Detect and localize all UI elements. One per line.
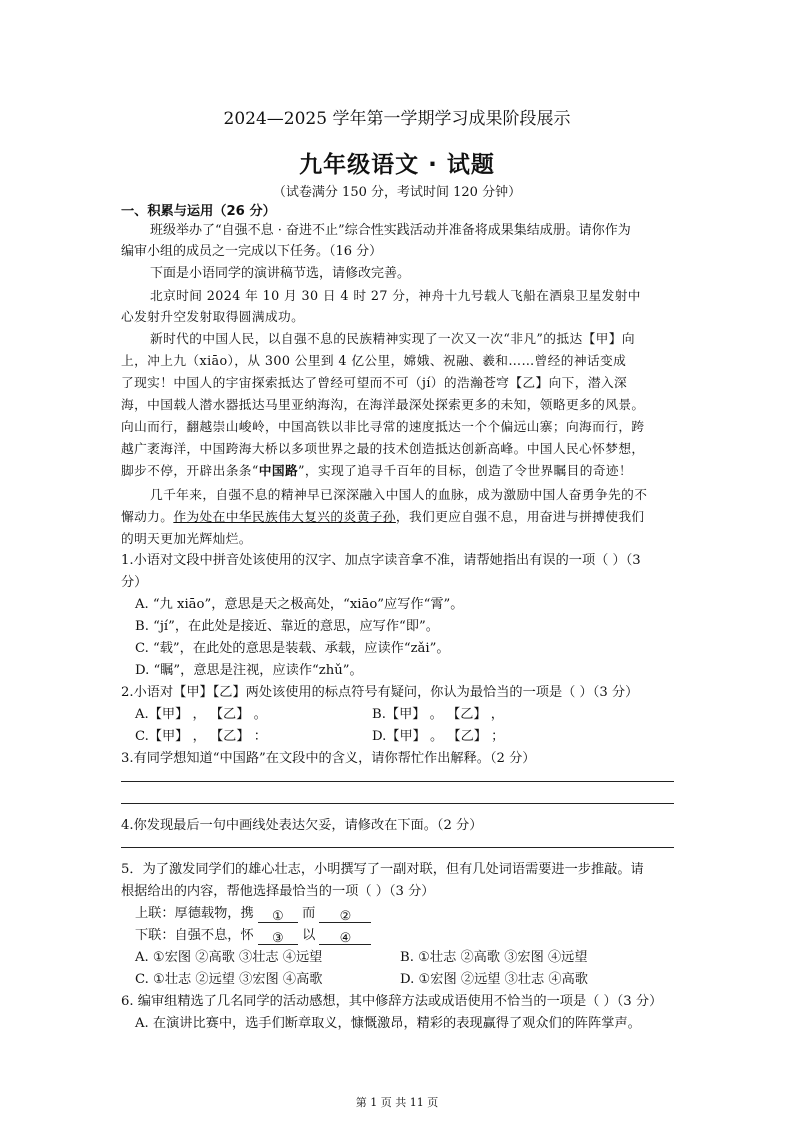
q2-option-a: A.【甲】 ， 【乙】 。 <box>135 707 267 722</box>
exam-header: 2024—2025 学年第一学期学习成果阶段展示 <box>223 109 571 129</box>
passage-text: ，我们更应自强不息，用奋进与拼搏使我们 <box>395 509 645 524</box>
couplet-upper <box>135 905 371 923</box>
intro-line: 下面是小语同学的演讲稿节选，请修改完善。 <box>150 266 411 281</box>
passage-line: 的明天更加光辉灿烂。 <box>121 531 252 546</box>
question-1-stem: 1.小语对文段中拼音处该使用的汉字、加点字读音拿不准，请帮她指出有误的一项（ ）（3 <box>121 553 641 568</box>
blank-3[interactable]: ③ <box>258 930 298 945</box>
passage-line: 心发射升空发射取得圆满成功。 <box>121 309 305 324</box>
answer-line[interactable] <box>121 781 674 782</box>
passage-line: 几千年来，自强不息的精神早已深深融入中国人的血脉，成为激励中国人奋勇争先的不 <box>150 487 648 502</box>
question-5-stem: 根据给出的内容，帮他选择最恰当的一项（ ）（3 分） <box>121 884 435 899</box>
answer-line[interactable] <box>121 803 674 804</box>
couplet-text: 以 <box>302 928 316 943</box>
q2-option-c: C.【甲】 ， 【乙】 ： <box>135 729 267 744</box>
q5-option-c: C. ①壮志 ②远望 ③宏图 ④高歌 <box>135 972 323 987</box>
q5-option-a: A. ①宏图 ②高歌 ③壮志 ④远望 <box>135 950 323 965</box>
couplet-text: 下联：自强不息，怀 <box>135 928 254 943</box>
question-4-stem: 4.你发现最后一句中画线处表达欠妥，请修改在下面。（2 分） <box>121 818 483 833</box>
exam-title: 九年级语文 · 试题 <box>299 152 495 178</box>
passage-line: 向山而行，翻越崇山峻岭，中国高铁以非比寻常的速度抵达一个个偏远山寨；向海而行，跨 <box>121 419 645 434</box>
passage-line: 了现实！中国人的宇宙探索抵达了曾经可望而不可（jí）的浩瀚苍穹【乙】向下，潜入深 <box>121 375 628 390</box>
passage-line <box>121 462 632 480</box>
answer-line[interactable] <box>121 847 674 848</box>
intro-line: 编审小组的成员之一完成以下任务。（16 分） <box>121 244 383 259</box>
emphasis-china-road: 中国路 <box>258 463 299 478</box>
q6-option-a: A. 在演讲比赛中，选手们断章取义，慷慨激昂，精彩的表现赢得了观众们的阵阵掌声。 <box>135 1016 641 1031</box>
question-1-stem: 分） <box>121 575 148 590</box>
section-heading: 一、积累与运用（26 分） <box>121 204 276 219</box>
q1-option-c: C. “载”，在此处的意思是装载、承载，应读作“zǎi”。 <box>135 641 450 656</box>
q1-option-d: D. “瞩”，意思是注视，应读作“zhǔ”。 <box>135 663 363 678</box>
blank-4[interactable]: ④ <box>319 930 371 945</box>
couplet-lower <box>135 927 371 945</box>
passage-text: 脚步不停，开辟出条条“ <box>121 463 259 478</box>
q5-option-b: B. ①壮志 ②高歌 ③宏图 ④远望 <box>400 950 588 965</box>
q1-option-a: A. “九 xiāo”，意思是天之极高处，“xiāo”应写作“霄”。 <box>135 597 464 612</box>
blank-1[interactable]: ① <box>258 908 298 923</box>
question-6-stem: 6. 编审组精选了几名同学的活动感想，其中修辞方法或成语使用不恰当的一项是（ ）（3 分） <box>121 994 663 1009</box>
page-number: 第 1 页 共 11 页 <box>355 1096 439 1109</box>
q2-option-d: D.【甲】 。 【乙】 ； <box>372 729 505 744</box>
question-2-stem: 2.小语对【甲】【乙】两处该使用的标点符号有疑问，你认为最恰当的一项是（ ）（3 分） <box>121 685 639 700</box>
q2-option-b: B.【甲】 。 【乙】 ， <box>372 707 504 722</box>
passage-line: 海，中国载人潜水器抵达马里亚纳海沟，在海洋最深处探索更多的未知，领略更多的风景。 <box>121 397 645 412</box>
q5-option-d: D. ①宏图 ②远望 ③壮志 ④高歌 <box>400 972 588 987</box>
passage-line: 北京时间 2024 年 10 月 30 日 4 时 27 分，神舟十九号载人飞船在酒泉卫星发射中 <box>150 288 641 303</box>
underlined-sentence: 作为处在中华民族伟大复兴的炎黄子孙 <box>173 509 396 524</box>
couplet-text: 而 <box>302 906 316 921</box>
q1-option-b: B. “jí”，在此处是接近、靠近的意思，应写作“即”。 <box>135 619 439 634</box>
question-5-stem: 5．为了激发同学们的雄心壮志，小明撰写了一副对联，但有几处词语需要进一步推敲。请 <box>121 862 644 877</box>
blank-2[interactable]: ② <box>319 908 371 923</box>
passage-text: 懈动力。 <box>121 509 174 524</box>
passage-text: ”，实现了追寻千百年的目标，创造了令世界瞩目的奇迹！ <box>298 463 633 478</box>
intro-line: 班级举办了“自强不息 · 奋进不止”综合性实践活动并准备将成果集结成册。请你作为 <box>150 223 631 238</box>
passage-line: 上，冲上九（xiāo），从 300 公里到 4 亿公里，嫦娥、祝融、羲和……曾经的神话变成 <box>121 353 627 368</box>
passage-line <box>121 508 645 526</box>
passage-line: 越广袤海洋，中国跨海大桥以多项世界之最的技术创造抵达创新高峰。中国人民心怀梦想， <box>121 441 645 456</box>
couplet-text: 上联：厚德载物，携 <box>135 906 254 921</box>
passage-line: 新时代的中国人民，以自强不息的民族精神实现了一次又一次“非凡”的抵达【甲】向 <box>150 331 635 346</box>
exam-subtitle: （试卷满分 150 分，考试时间 120 分钟） <box>272 185 522 200</box>
question-3-stem: 3.有同学想知道“中国路”在文段中的含义，请你帮忙作出解释。（2 分） <box>121 751 536 766</box>
